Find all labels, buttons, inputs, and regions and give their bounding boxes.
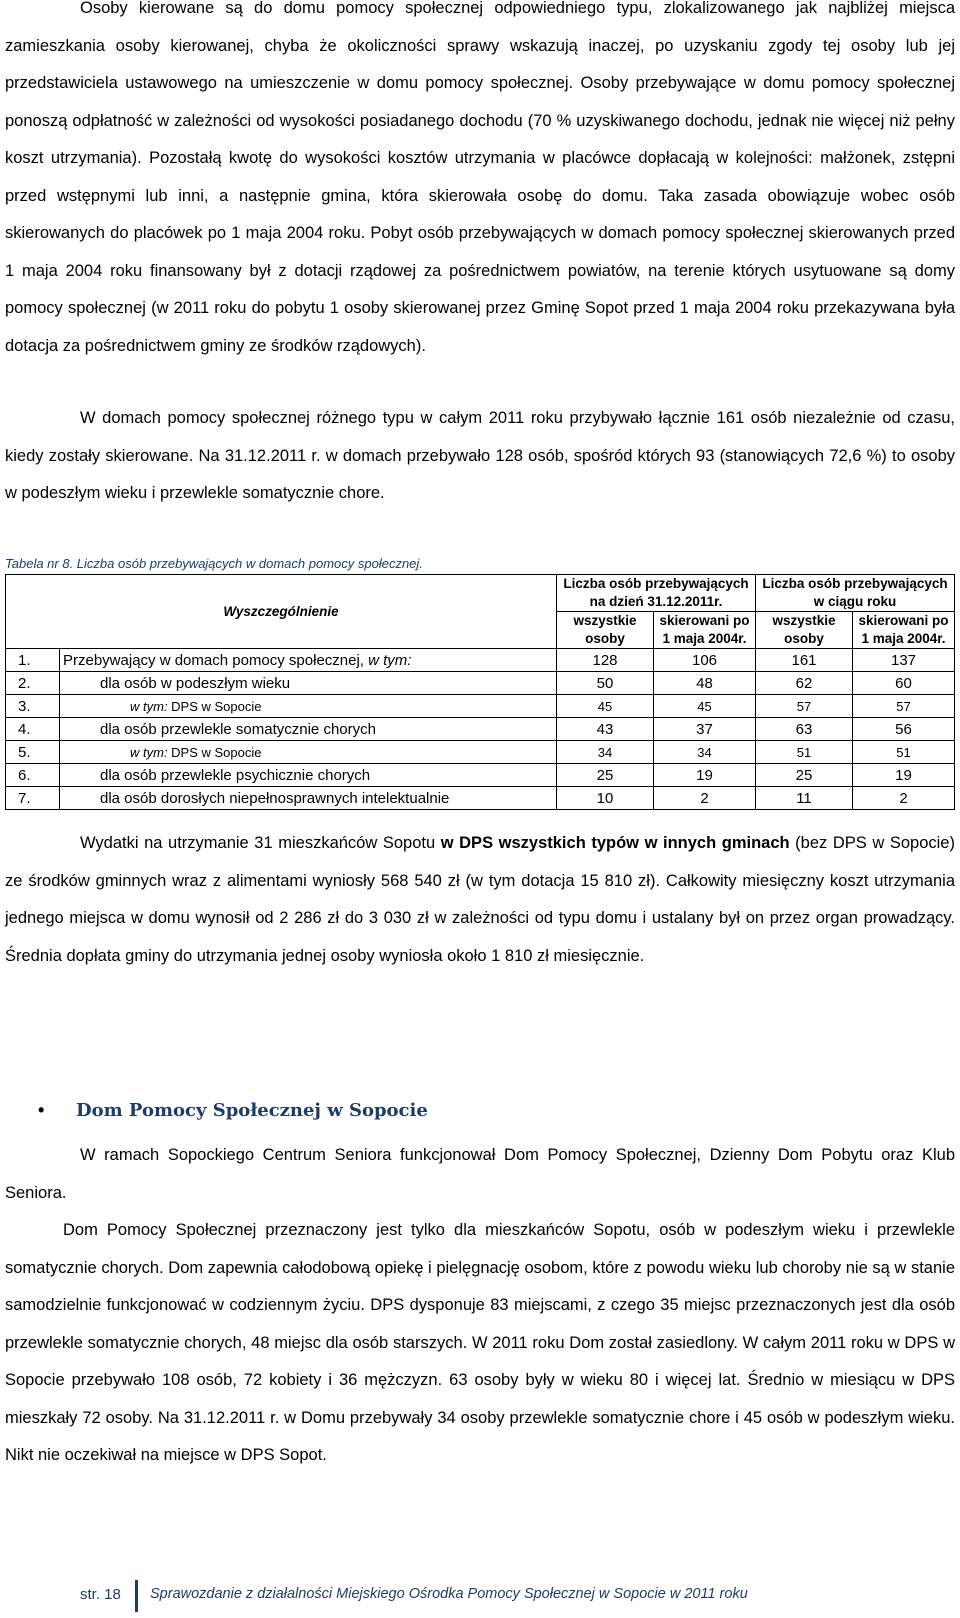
row-index: 5. — [6, 741, 60, 764]
cell-value: 2 — [654, 787, 756, 810]
row-index: 4. — [6, 718, 60, 741]
table-header-row — [6, 575, 955, 612]
paragraph-senior-center: W ramach Sopockiego Centrum Seniora funkcjonował Dom Pomocy Społecznej, Dzienny Dom Pobytu oraz Klub Seniora. — [5, 1146, 955, 1202]
cell-value: 137 — [853, 649, 955, 672]
cell-value: 34 — [557, 741, 654, 764]
cell-value: 25 — [557, 764, 654, 787]
cell-value: 19 — [654, 764, 756, 787]
cell-value: 45 — [557, 695, 654, 718]
paragraph-expenditures: Wydatki na utrzymanie 31 mieszkańców Sopotu w DPS wszystkich typów w innych gminach (bez DPS w Sopocie) ze środków gminnych wraz z alimentami wyniosły 568 540 zł (w tym dotacja 15 810 zł). Całkowity miesięczny koszt utrzymania jednego miejsca w domu wynosił od 2 286 zł do 3 030 zł w zależności od typu domu i ustalany był on przez organ prowadzący. Średnia dopłata gminy do utrzymania jednej osoby wyniosła około 1 810 zł miesięcznie. — [5, 834, 955, 965]
header-spec: Wyszczególnienie — [6, 575, 557, 649]
row-label: dla osób w podeszłym wieku — [60, 672, 557, 695]
cell-value: 10 — [557, 787, 654, 810]
paragraph-residents-2011: W domach pomocy społecznej różnego typu w całym 2011 roku przybywało łącznie 161 osób niezależnie od czasu, kiedy zostały skierowane. Na 31.12.2011 r. w domach przebywało 128 osób, spośród których 93 (stanowiących 72,6 %) to osoby w podeszłym wieku i przewlekle somatycznie chore. — [5, 409, 955, 502]
header-group-during-year: Liczba osób przebywających w ciągu roku — [756, 575, 955, 612]
residents-table — [5, 574, 955, 810]
subheader-after-1: skierowani po 1 maja 2004r. — [654, 612, 756, 649]
cell-value: 45 — [654, 695, 756, 718]
row-index: 2. — [6, 672, 60, 695]
table-row — [6, 695, 955, 718]
row-index: 1. — [6, 649, 60, 672]
subheader-all-2: wszystkie osoby — [756, 612, 853, 649]
row-label: dla osób przewlekle somatycznie chorych — [60, 718, 557, 741]
cell-value: 25 — [756, 764, 853, 787]
row-index: 7. — [6, 787, 60, 810]
subheader-all-1: wszystkie osoby — [557, 612, 654, 649]
cell-value: 11 — [756, 787, 853, 810]
row-label: w tym: DPS w Sopocie — [60, 741, 557, 764]
paragraph-admission-rules: Osoby kierowane są do domu pomocy społecznej odpowiedniego typu, zlokalizowanego jak najbliżej miejsca zamieszkania osoby kierowanej, chyba że okoliczności sprawy wskazują inaczej, po uzyskaniu zgody tej osoby lub jej przedstawiciela ustawowego na umieszczenie w domu pomocy społecznej. Osoby przebywające w domu pomocy społecznej ponoszą odpłatność w zależności od wysokości posiadanego dochodu (70 % uzyskiwanego dochodu, jednak nie więcej niż pełny koszt utrzymania). Pozostałą kwotę do wysokości kosztów utrzymania w placówce dopłacają w kolejności: małżonek, zstępni przed wstępnymi lub inni, a następnie gmina, która skierowała osobę do domu. Taka zasada obowiązuje wobec osób skierowanych do placówek po 1 maja 2004 roku. Pobyt osób przebywających w domach pomocy społecznej skierowanych przed 1 maja 2004 roku finansowany był z dotacji rządowej za pośrednictwem powiatów, na terenie których usytuowane są domy pomocy społecznej (w 2011 roku do pobytu 1 osoby skierowanej przez Gminę Sopot przed 1 maja 2004 roku przekazywana była dotacja za pośrednictwem gminy ze środków rządowych). — [5, 0, 955, 355]
cell-value: 37 — [654, 718, 756, 741]
cell-value: 51 — [853, 741, 955, 764]
cell-value: 161 — [756, 649, 853, 672]
row-label: dla osób dorosłych niepełnosprawnych intelektualnie — [60, 787, 557, 810]
cell-value: 34 — [654, 741, 756, 764]
cell-value: 63 — [756, 718, 853, 741]
cell-value: 57 — [756, 695, 853, 718]
cell-value: 106 — [654, 649, 756, 672]
page-number: str. 18 — [80, 1586, 121, 1603]
paragraph-dps-sopot: Dom Pomocy Społecznej przeznaczony jest tylko dla mieszkańców Sopotu, osób w podeszłym wieku i przewlekle somatycznie chorych. Dom zapewnia całodobową opiekę i pielęgnację osobom, które z powodu wieku lub choroby nie są w stanie samodzielnie funkcjonować w codziennym życiu. DPS dysponuje 83 miejscami, z czego 35 miejsc przeznaczonych jest dla osób przewlekle somatycznie chorych, 48 miejsc dla osób starszych. W 2011 roku Dom został zasiedlony. W całym 2011 roku w DPS w Sopocie przebywało 108 osób, 72 kobiety i 36 mężczyzn. 63 osoby były w wieku 80 i więcej lat. Średnio w miesiącu w DPS mieszkały 72 osoby. Na 31.12.2011 r. w Domu przebywały 34 osoby przewlekle somatycznie chore i 45 osób w podeszłym wieku. Nikt nie oczekiwał na miejsce w DPS Sopot. — [5, 1221, 955, 1464]
row-index: 3. — [6, 695, 60, 718]
row-label: Przebywający w domach pomocy społecznej, w tym: — [60, 649, 557, 672]
cell-value: 51 — [756, 741, 853, 764]
table-row — [6, 718, 955, 741]
bullet-icon: • — [38, 1100, 45, 1120]
cell-value: 19 — [853, 764, 955, 787]
table-row — [6, 764, 955, 787]
section-heading — [38, 1100, 428, 1121]
cell-value: 128 — [557, 649, 654, 672]
footer-divider — [135, 1580, 138, 1612]
cell-value: 48 — [654, 672, 756, 695]
cell-value: 2 — [853, 787, 955, 810]
table-row — [6, 741, 955, 764]
cell-value: 56 — [853, 718, 955, 741]
cell-value: 60 — [853, 672, 955, 695]
table-caption: Tabela nr 8. Liczba osób przebywających w domach pomocy społecznej. — [5, 556, 423, 571]
table-row — [6, 672, 955, 695]
row-label: w tym: DPS w Sopocie — [60, 695, 557, 718]
header-group-year-end: Liczba osób przebywających na dzień 31.12.2011r. — [557, 575, 756, 612]
row-index: 6. — [6, 764, 60, 787]
subheader-after-2: skierowani po 1 maja 2004r. — [853, 612, 955, 649]
table-row — [6, 787, 955, 810]
footer-title: Sprawozdanie z działalności Miejskiego Ośrodka Pomocy Społecznej w Sopocie w 2011 roku — [150, 1586, 748, 1602]
section-title: Dom Pomocy Społecznej w Sopocie — [76, 1100, 428, 1121]
row-label: dla osób przewlekle psychicznie chorych — [60, 764, 557, 787]
table-row — [6, 649, 955, 672]
cell-value: 62 — [756, 672, 853, 695]
cell-value: 43 — [557, 718, 654, 741]
cell-value: 57 — [853, 695, 955, 718]
cell-value: 50 — [557, 672, 654, 695]
